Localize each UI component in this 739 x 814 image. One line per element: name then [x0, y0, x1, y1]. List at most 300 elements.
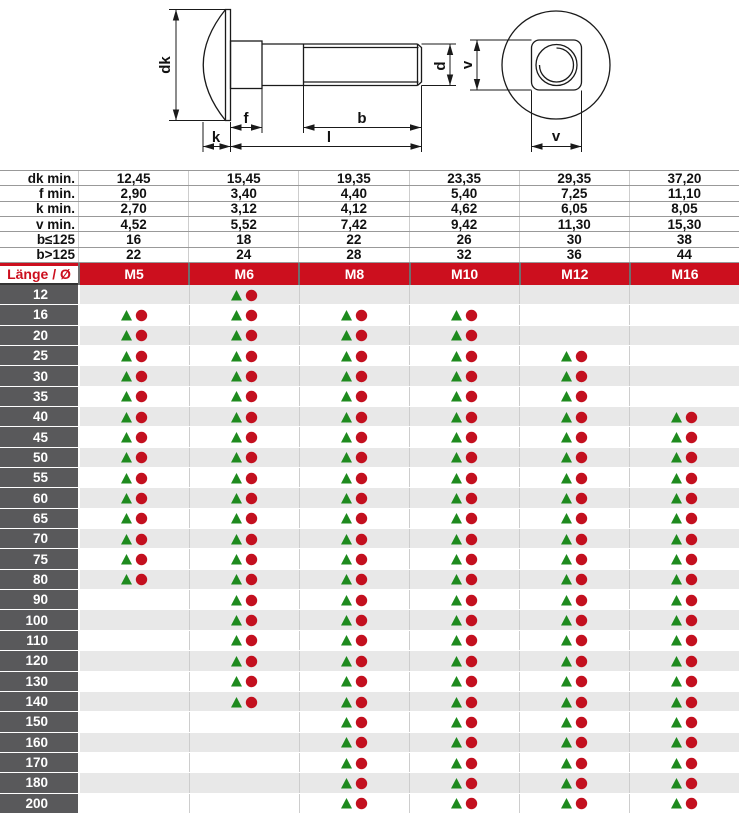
- circle-icon: [135, 391, 146, 402]
- availability-markers: [230, 593, 260, 607]
- availability-cell: [519, 305, 629, 324]
- circle-icon: [245, 493, 256, 504]
- availability-markers: [340, 410, 370, 424]
- circle-icon: [245, 432, 256, 443]
- availability-cell: [299, 448, 409, 467]
- availability-markers: [340, 450, 370, 464]
- availability-row-cells: [80, 529, 739, 549]
- availability-markers: [120, 410, 150, 424]
- availability-cell: [519, 610, 629, 629]
- spec-value-cell: 15,30: [629, 217, 739, 231]
- circle-icon: [685, 473, 696, 484]
- spec-value-cell: 29,35: [519, 171, 629, 185]
- availability-cell: [519, 590, 629, 609]
- triangle-icon: [341, 391, 352, 402]
- availability-cell: [629, 305, 739, 324]
- spec-row-label: b≤125: [36, 231, 75, 247]
- triangle-icon: [341, 717, 352, 728]
- availability-markers: [450, 776, 480, 790]
- spec-value-cell: 23,35: [409, 171, 519, 185]
- spec-value-cell: 7,42: [298, 217, 408, 231]
- availability-cell: [189, 529, 299, 548]
- circle-icon: [575, 452, 586, 463]
- availability-cell: [189, 326, 299, 345]
- availability-row-cells: [80, 366, 739, 386]
- availability-cell: [299, 427, 409, 446]
- spec-value-cell: 26: [409, 232, 519, 246]
- spec-value-cell: 4,62: [409, 202, 519, 216]
- availability-cell: [299, 529, 409, 548]
- spec-value-cell: 7,25: [519, 186, 629, 200]
- spec-table: [0, 170, 739, 263]
- table-row: [0, 468, 739, 488]
- dim-label-dk: dk: [156, 56, 174, 74]
- availability-cell: [299, 631, 409, 650]
- triangle-icon: [231, 676, 242, 687]
- table-row: [0, 285, 739, 305]
- availability-markers: [450, 369, 480, 383]
- availability-cell: [629, 285, 739, 304]
- availability-cell: [519, 712, 629, 731]
- triangle-icon: [671, 697, 682, 708]
- circle-icon: [465, 778, 476, 789]
- triangle-icon: [231, 697, 242, 708]
- availability-markers: [120, 308, 150, 322]
- availability-markers: [450, 613, 480, 627]
- triangle-icon: [451, 656, 462, 667]
- triangle-icon: [561, 574, 572, 585]
- triangle-icon: [561, 676, 572, 687]
- availability-markers: [670, 572, 700, 586]
- length-row-label: 40: [0, 407, 78, 427]
- triangle-icon: [451, 615, 462, 626]
- circle-icon: [685, 432, 696, 443]
- circle-icon: [685, 513, 696, 524]
- triangle-icon: [671, 717, 682, 728]
- availability-cell: [80, 326, 189, 345]
- availability-markers: [230, 552, 260, 566]
- availability-markers: [670, 715, 700, 729]
- triangle-icon: [231, 351, 242, 362]
- triangle-icon: [451, 798, 462, 809]
- triangle-icon: [121, 412, 132, 423]
- circle-icon: [685, 493, 696, 504]
- availability-row-cells: [80, 488, 739, 508]
- spec-value-cell: 28: [298, 248, 408, 262]
- shank-circle: [536, 45, 577, 86]
- availability-cell: [629, 326, 739, 345]
- triangle-icon: [121, 493, 132, 504]
- dim-label-k: k: [211, 129, 221, 146]
- availability-cell: [80, 794, 189, 813]
- availability-markers: [340, 369, 370, 383]
- availability-cell: [519, 529, 629, 548]
- availability-cell: [629, 468, 739, 487]
- availability-markers: [120, 471, 150, 485]
- availability-markers: [450, 471, 480, 485]
- availability-markers: [560, 389, 590, 403]
- triangle-icon: [561, 371, 572, 382]
- availability-markers: [560, 430, 590, 444]
- triangle-icon: [451, 391, 462, 402]
- triangle-icon: [671, 798, 682, 809]
- availability-markers: [120, 532, 150, 546]
- spec-row-label: dk min.: [27, 170, 75, 186]
- availability-row-cells: [80, 733, 739, 753]
- availability-markers: [450, 552, 480, 566]
- availability-cell: [80, 529, 189, 548]
- circle-icon: [355, 371, 366, 382]
- circle-icon: [135, 330, 146, 341]
- availability-markers: [670, 633, 700, 647]
- circle-icon: [575, 432, 586, 443]
- triangle-icon: [231, 432, 242, 443]
- size-header-columns: [78, 263, 739, 285]
- availability-cell: [629, 692, 739, 711]
- triangle-icon: [231, 473, 242, 484]
- circle-icon: [575, 391, 586, 402]
- circle-icon: [135, 350, 146, 361]
- triangle-icon: [341, 635, 352, 646]
- triangle-icon: [121, 554, 132, 565]
- length-row-label: 200: [0, 794, 78, 814]
- triangle-icon: [451, 697, 462, 708]
- availability-cell: [189, 549, 299, 568]
- availability-row-cells: [80, 570, 739, 590]
- availability-cell: [299, 753, 409, 772]
- triangle-icon: [341, 534, 352, 545]
- availability-cell: [629, 427, 739, 446]
- triangle-icon: [671, 554, 682, 565]
- availability-cell: [189, 488, 299, 507]
- table-row: [0, 326, 739, 346]
- triangle-icon: [561, 554, 572, 565]
- availability-cell: [519, 285, 629, 304]
- availability-markers: [560, 450, 590, 464]
- table-row: [0, 672, 739, 692]
- table-row: [0, 733, 739, 753]
- triangle-icon: [561, 534, 572, 545]
- availability-cell: [189, 712, 299, 731]
- availability-markers: [230, 430, 260, 444]
- circle-icon: [465, 330, 476, 341]
- spec-value-cell: 4,12: [298, 202, 408, 216]
- triangle-icon: [231, 554, 242, 565]
- circle-icon: [465, 310, 476, 321]
- availability-markers: [450, 654, 480, 668]
- circle-icon: [465, 798, 476, 809]
- triangle-icon: [671, 595, 682, 606]
- availability-cell: [629, 570, 739, 589]
- circle-icon: [245, 289, 256, 300]
- circle-icon: [135, 513, 146, 524]
- availability-markers: [230, 471, 260, 485]
- triangle-icon: [341, 697, 352, 708]
- length-row-label: 50: [0, 448, 78, 468]
- triangle-icon: [231, 534, 242, 545]
- size-column-header: M10: [409, 263, 519, 285]
- availability-markers: [670, 593, 700, 607]
- availability-cell: [80, 346, 189, 365]
- circle-icon: [575, 595, 586, 606]
- availability-markers: [340, 756, 370, 770]
- availability-cell: [409, 285, 519, 304]
- spec-value-cell: 5,52: [188, 217, 298, 231]
- availability-markers: [340, 776, 370, 790]
- availability-markers: [120, 572, 150, 586]
- availability-markers: [560, 349, 590, 363]
- availability-markers: [450, 450, 480, 464]
- availability-markers: [450, 430, 480, 444]
- length-row-label: 150: [0, 712, 78, 732]
- spec-value-cell: 3,12: [188, 202, 298, 216]
- length-row-label: 160: [0, 733, 78, 753]
- circle-icon: [575, 534, 586, 545]
- availability-cell: [629, 407, 739, 426]
- triangle-icon: [561, 473, 572, 484]
- availability-row-cells: [80, 692, 739, 712]
- availability-markers: [560, 613, 590, 627]
- circle-icon: [465, 574, 476, 585]
- length-row-label: 130: [0, 672, 78, 692]
- availability-row-cells: [80, 712, 739, 732]
- circle-icon: [575, 493, 586, 504]
- triangle-icon: [451, 452, 462, 463]
- triangle-icon: [341, 452, 352, 463]
- length-row-label: 110: [0, 631, 78, 651]
- availability-cell: [519, 427, 629, 446]
- availability-cell: [299, 407, 409, 426]
- availability-markers: [670, 674, 700, 688]
- triangle-icon: [121, 391, 132, 402]
- circle-icon: [135, 554, 146, 565]
- triangle-icon: [341, 473, 352, 484]
- availability-cell: [519, 326, 629, 345]
- triangle-icon: [231, 595, 242, 606]
- circle-icon: [465, 412, 476, 423]
- spec-value-cell: 11,30: [519, 217, 629, 231]
- availability-markers: [230, 308, 260, 322]
- circle-icon: [135, 452, 146, 463]
- availability-cell: [299, 610, 409, 629]
- circle-icon: [465, 656, 476, 667]
- spec-row-label: f min.: [39, 186, 75, 201]
- availability-cell: [519, 753, 629, 772]
- circle-icon: [575, 635, 586, 646]
- circle-icon: [245, 371, 256, 382]
- availability-cell: [80, 488, 189, 507]
- availability-markers: [340, 593, 370, 607]
- circle-icon: [685, 554, 696, 565]
- availability-cell: [80, 733, 189, 752]
- circle-icon: [575, 350, 586, 361]
- spec-value-cell: 44: [629, 248, 739, 262]
- circle-icon: [245, 473, 256, 484]
- circle-icon: [355, 391, 366, 402]
- triangle-icon: [341, 758, 352, 769]
- triangle-icon: [671, 778, 682, 789]
- spec-row: [0, 201, 739, 216]
- availability-cell: [299, 346, 409, 365]
- availability-cell: [80, 712, 189, 731]
- availability-markers: [450, 410, 480, 424]
- spec-row: [0, 170, 739, 185]
- length-row-label: 100: [0, 610, 78, 630]
- availability-cell: [409, 570, 519, 589]
- availability-row-cells: [80, 346, 739, 366]
- availability-row-cells: [80, 326, 739, 346]
- spec-value-cell: 8,05: [629, 202, 739, 216]
- circle-icon: [465, 737, 476, 748]
- availability-cell: [409, 427, 519, 446]
- spec-row: [0, 231, 739, 246]
- availability-cell: [519, 346, 629, 365]
- circle-icon: [355, 432, 366, 443]
- circle-icon: [245, 615, 256, 626]
- spec-value-cell: 5,40: [409, 186, 519, 200]
- circle-icon: [575, 574, 586, 585]
- availability-cell: [189, 387, 299, 406]
- triangle-icon: [561, 513, 572, 524]
- circle-icon: [355, 330, 366, 341]
- availability-cell: [80, 672, 189, 691]
- circle-icon: [135, 371, 146, 382]
- circle-icon: [685, 696, 696, 707]
- triangle-icon: [451, 513, 462, 524]
- triangle-icon: [451, 534, 462, 545]
- availability-cell: [189, 509, 299, 528]
- availability-markers: [560, 410, 590, 424]
- table-row: [0, 407, 739, 427]
- availability-cell: [299, 733, 409, 752]
- length-row-label: 25: [0, 346, 78, 366]
- triangle-icon: [451, 574, 462, 585]
- spec-value-cell: 6,05: [519, 202, 629, 216]
- triangle-icon: [561, 432, 572, 443]
- availability-markers: [340, 654, 370, 668]
- circle-icon: [465, 534, 476, 545]
- availability-cell: [189, 692, 299, 711]
- circle-icon: [245, 412, 256, 423]
- availability-cell: [409, 488, 519, 507]
- spec-row: [0, 185, 739, 200]
- availability-cell: [409, 794, 519, 813]
- size-header-corner: Länge / Ø: [0, 263, 78, 285]
- circle-icon: [355, 595, 366, 606]
- availability-row-cells: [80, 651, 739, 671]
- availability-markers: [670, 776, 700, 790]
- triangle-icon: [341, 574, 352, 585]
- triangle-icon: [671, 656, 682, 667]
- triangle-icon: [341, 412, 352, 423]
- availability-markers: [120, 389, 150, 403]
- availability-cell: [519, 631, 629, 650]
- availability-row-cells: [80, 285, 739, 305]
- spec-value-cell: 22: [298, 232, 408, 246]
- spec-value-cell: 3,40: [188, 186, 298, 200]
- availability-markers: [670, 735, 700, 749]
- triangle-icon: [451, 595, 462, 606]
- availability-cell: [80, 753, 189, 772]
- triangle-icon: [451, 351, 462, 362]
- availability-cell: [299, 366, 409, 385]
- availability-cell: [189, 672, 299, 691]
- length-row-label: 90: [0, 590, 78, 610]
- availability-row-cells: [80, 468, 739, 488]
- availability-cell: [519, 794, 629, 813]
- triangle-icon: [341, 656, 352, 667]
- availability-markers: [450, 572, 480, 586]
- availability-cell: [519, 407, 629, 426]
- availability-markers: [560, 532, 590, 546]
- availability-markers: [340, 674, 370, 688]
- circle-icon: [685, 595, 696, 606]
- tables-area: [0, 170, 739, 814]
- circle-icon: [355, 554, 366, 565]
- availability-markers: [450, 389, 480, 403]
- circle-icon: [355, 412, 366, 423]
- triangle-icon: [341, 513, 352, 524]
- triangle-icon: [231, 493, 242, 504]
- triangle-icon: [341, 330, 352, 341]
- availability-cell: [299, 590, 409, 609]
- table-row: [0, 387, 739, 407]
- triangle-icon: [121, 534, 132, 545]
- spec-row-label: v min.: [35, 216, 75, 232]
- availability-markers: [340, 491, 370, 505]
- circle-icon: [245, 452, 256, 463]
- availability-cell: [519, 773, 629, 792]
- circle-icon: [685, 737, 696, 748]
- size-column-header: M5: [124, 265, 144, 282]
- triangle-icon: [671, 615, 682, 626]
- availability-markers: [670, 532, 700, 546]
- availability-cell: [409, 468, 519, 487]
- availability-markers: [450, 633, 480, 647]
- circle-icon: [245, 696, 256, 707]
- availability-markers: [340, 430, 370, 444]
- availability-markers: [560, 674, 590, 688]
- circle-icon: [685, 656, 696, 667]
- availability-cell: [189, 285, 299, 304]
- triangle-icon: [341, 737, 352, 748]
- availability-markers: [230, 328, 260, 342]
- availability-cell: [629, 509, 739, 528]
- availability-cell: [299, 488, 409, 507]
- availability-markers: [450, 715, 480, 729]
- spec-value-cell: 30: [519, 232, 629, 246]
- bolt-square-neck: [231, 41, 263, 89]
- availability-markers: [230, 695, 260, 709]
- availability-cell: [629, 610, 739, 629]
- availability-row-cells: [80, 672, 739, 692]
- dim-label-d: d: [431, 61, 449, 71]
- triangle-icon: [231, 330, 242, 341]
- triangle-icon: [561, 798, 572, 809]
- availability-cell: [629, 366, 739, 385]
- availability-cell: [189, 590, 299, 609]
- spec-row-label: b>125: [36, 247, 75, 263]
- availability-cell: [409, 753, 519, 772]
- circle-icon: [355, 350, 366, 361]
- triangle-icon: [231, 391, 242, 402]
- triangle-icon: [231, 513, 242, 524]
- triangle-icon: [231, 310, 242, 321]
- circle-icon: [355, 615, 366, 626]
- bolt-drawing-svg: [0, 0, 739, 168]
- circle-icon: [465, 452, 476, 463]
- triangle-icon: [671, 473, 682, 484]
